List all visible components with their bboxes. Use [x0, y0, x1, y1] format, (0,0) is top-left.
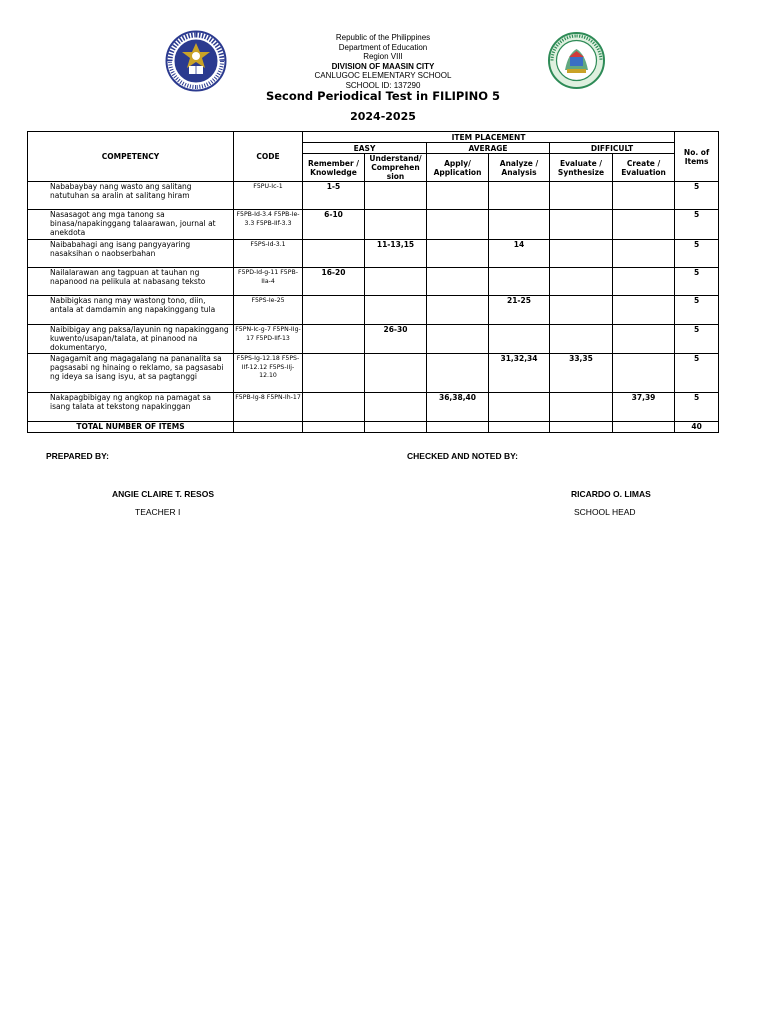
placement-cell	[365, 268, 427, 296]
competency-cell: Nakapagbibigay ng angkop na pamagat sa isang talata at tekstong napakinggan	[28, 393, 234, 422]
placement-cell	[550, 296, 613, 325]
placement-cell	[427, 296, 489, 325]
code-cell: F5PS-Id-3.1	[234, 240, 303, 268]
placement-cell: 37,39	[613, 393, 675, 422]
placement-cell	[550, 393, 613, 422]
placement-cell: 31,32,34	[489, 354, 550, 393]
header-school: CANLUGOC ELEMENTARY SCHOOL	[314, 71, 452, 80]
items-count-cell: 5	[675, 393, 719, 422]
placement-cell	[303, 325, 365, 354]
placement-cell: 33,35	[550, 354, 613, 393]
empty-cell	[303, 422, 365, 433]
placement-cell	[365, 393, 427, 422]
checker-name: RICARDO O. LIMAS	[571, 489, 651, 499]
empty-cell	[489, 422, 550, 433]
placement-cell	[427, 354, 489, 393]
empty-cell	[613, 422, 675, 433]
checker-title: SCHOOL HEAD	[574, 507, 636, 517]
placement-cell	[550, 182, 613, 210]
placement-cell	[613, 325, 675, 354]
competency-cell: Naibibigay ang paksa/layunin ng napakinggang kuwento/usapan/talata, at pinanood na dokumentaryo,	[28, 325, 234, 354]
code-cell: F5PN-Ic-g-7 F5PN-IIg-17 F5PD-IIf-13	[234, 325, 303, 354]
placement-cell: 6-10	[303, 210, 365, 240]
table-of-specifications	[27, 131, 719, 433]
total-row	[28, 422, 719, 433]
placement-cell	[365, 354, 427, 393]
items-count-cell: 5	[675, 296, 719, 325]
document-title: Second Periodical Test in FILIPINO 5	[265, 89, 501, 103]
header-department: Department of Education	[338, 42, 428, 52]
total-items-cell: 40	[675, 422, 719, 433]
placement-cell	[427, 210, 489, 240]
items-count-cell: 5	[675, 210, 719, 240]
placement-cell	[427, 240, 489, 268]
placement-cell: 16-20	[303, 268, 365, 296]
code-cell: F5PU-Ic-1	[234, 182, 303, 210]
table-row	[28, 210, 719, 240]
school-year: 2024-2025	[350, 110, 416, 123]
placement-cell	[550, 210, 613, 240]
placement-cell	[365, 210, 427, 240]
items-count-cell: 5	[675, 240, 719, 268]
placement-cell	[427, 325, 489, 354]
placement-cell: 1-5	[303, 182, 365, 210]
code-cell: F5PD-Id-g-11 F5PB-IIa-4	[234, 268, 303, 296]
code-cell: F5PB-Ig-8 F5PN-Ih-17	[234, 393, 303, 422]
header-republic: Republic of the Philippines	[335, 33, 431, 42]
items-count-cell: 5	[675, 268, 719, 296]
table-row	[28, 240, 719, 268]
competency-cell: Nailalarawan ang tagpuan at tauhan ng napanood na pelikula at nabasang teksto	[28, 268, 234, 296]
checked-by-label: CHECKED AND NOTED BY:	[407, 451, 518, 461]
placement-cell	[365, 182, 427, 210]
placement-cell: 14	[489, 240, 550, 268]
competency-cell: Naibabahagi ang isang pangyayaring nasaksihan o naobserbahan	[28, 240, 234, 268]
competency-cell: Nababaybay nang wasto ang salitang natutuhan sa aralin at salitang hiram	[28, 182, 234, 210]
header-level: Understand/ Comprehen sion	[365, 154, 427, 182]
code-cell: F5PS-Ig-12.18 F5PS-IIf-12.12 F5PS-IIj-12.10	[234, 354, 303, 393]
table-row	[28, 325, 719, 354]
empty-cell	[550, 422, 613, 433]
header-code: CODE	[234, 132, 303, 182]
placement-cell	[489, 268, 550, 296]
empty-cell	[365, 422, 427, 433]
placement-cell	[550, 240, 613, 268]
placement-cell	[489, 325, 550, 354]
placement-cell	[303, 240, 365, 268]
placement-cell	[303, 296, 365, 325]
items-count-cell: 5	[675, 325, 719, 354]
placement-cell: 36,38,40	[427, 393, 489, 422]
header-average: AVERAGE	[427, 143, 550, 154]
header-competency: COMPETENCY	[28, 132, 234, 182]
placement-cell	[489, 393, 550, 422]
table-row	[28, 182, 719, 210]
table-row	[28, 268, 719, 296]
placement-cell	[613, 296, 675, 325]
header-school-id: SCHOOL ID: 137290	[345, 80, 421, 90]
placement-cell	[489, 182, 550, 210]
header-level: Analyze / Analysis	[489, 154, 550, 182]
header-division: DIVISION OF MAASIN CITY	[331, 61, 435, 71]
placement-cell	[550, 325, 613, 354]
items-count-cell: 5	[675, 182, 719, 210]
placement-cell	[365, 296, 427, 325]
code-cell: F5PS-Ie-25	[234, 296, 303, 325]
placement-cell	[613, 354, 675, 393]
empty-cell	[234, 422, 303, 433]
preparer-title: TEACHER I	[135, 507, 181, 517]
header-easy: EASY	[303, 143, 427, 154]
competency-cell: Nagagamit ang magagalang na pananalita sa pagsasabi ng hinaing o reklamo, sa pagsasabi ng ideya sa isang isyu, at sa pagtanggi	[28, 354, 234, 393]
placement-cell: 26-30	[365, 325, 427, 354]
placement-cell	[550, 268, 613, 296]
placement-cell	[427, 268, 489, 296]
placement-cell: 21-25	[489, 296, 550, 325]
preparer-name: ANGIE CLAIRE T. RESOS	[112, 489, 215, 499]
placement-cell	[303, 393, 365, 422]
placement-cell	[613, 240, 675, 268]
placement-cell	[613, 210, 675, 240]
header-region: Region VIII	[363, 52, 403, 61]
empty-cell	[427, 422, 489, 433]
competency-cell: Nasasagot ang mga tanong sa binasa/napakinggang talaarawan, journal at anekdota	[28, 210, 234, 240]
header-item-placement: ITEM PLACEMENT	[303, 132, 675, 143]
items-count-cell: 5	[675, 354, 719, 393]
header-level: Apply/ Application	[427, 154, 489, 182]
table-row	[28, 296, 719, 325]
header-difficult: DIFFICULT	[550, 143, 675, 154]
header-no-of-items: No. of Items	[675, 132, 719, 182]
placement-cell	[427, 182, 489, 210]
table-row	[28, 354, 719, 393]
header-level: Evaluate / Synthesize	[550, 154, 613, 182]
prepared-by-label: PREPARED BY:	[46, 451, 109, 461]
total-label: TOTAL NUMBER OF ITEMS	[28, 422, 234, 433]
code-cell: F5PB-Id-3.4 F5PB-Ie-3.3 F5PB-IIf-3.3	[234, 210, 303, 240]
competency-cell: Nabibigkas nang may wastong tono, diin, antala at damdamin ang napakinggang tula	[28, 296, 234, 325]
header-level: Remember / Knowledge	[303, 154, 365, 182]
placement-cell	[303, 354, 365, 393]
table-row	[28, 393, 719, 422]
placement-cell	[613, 268, 675, 296]
placement-cell	[489, 210, 550, 240]
placement-cell: 11-13,15	[365, 240, 427, 268]
header-level: Create / Evaluation	[613, 154, 675, 182]
document-header	[200, 33, 566, 90]
placement-cell	[613, 182, 675, 210]
